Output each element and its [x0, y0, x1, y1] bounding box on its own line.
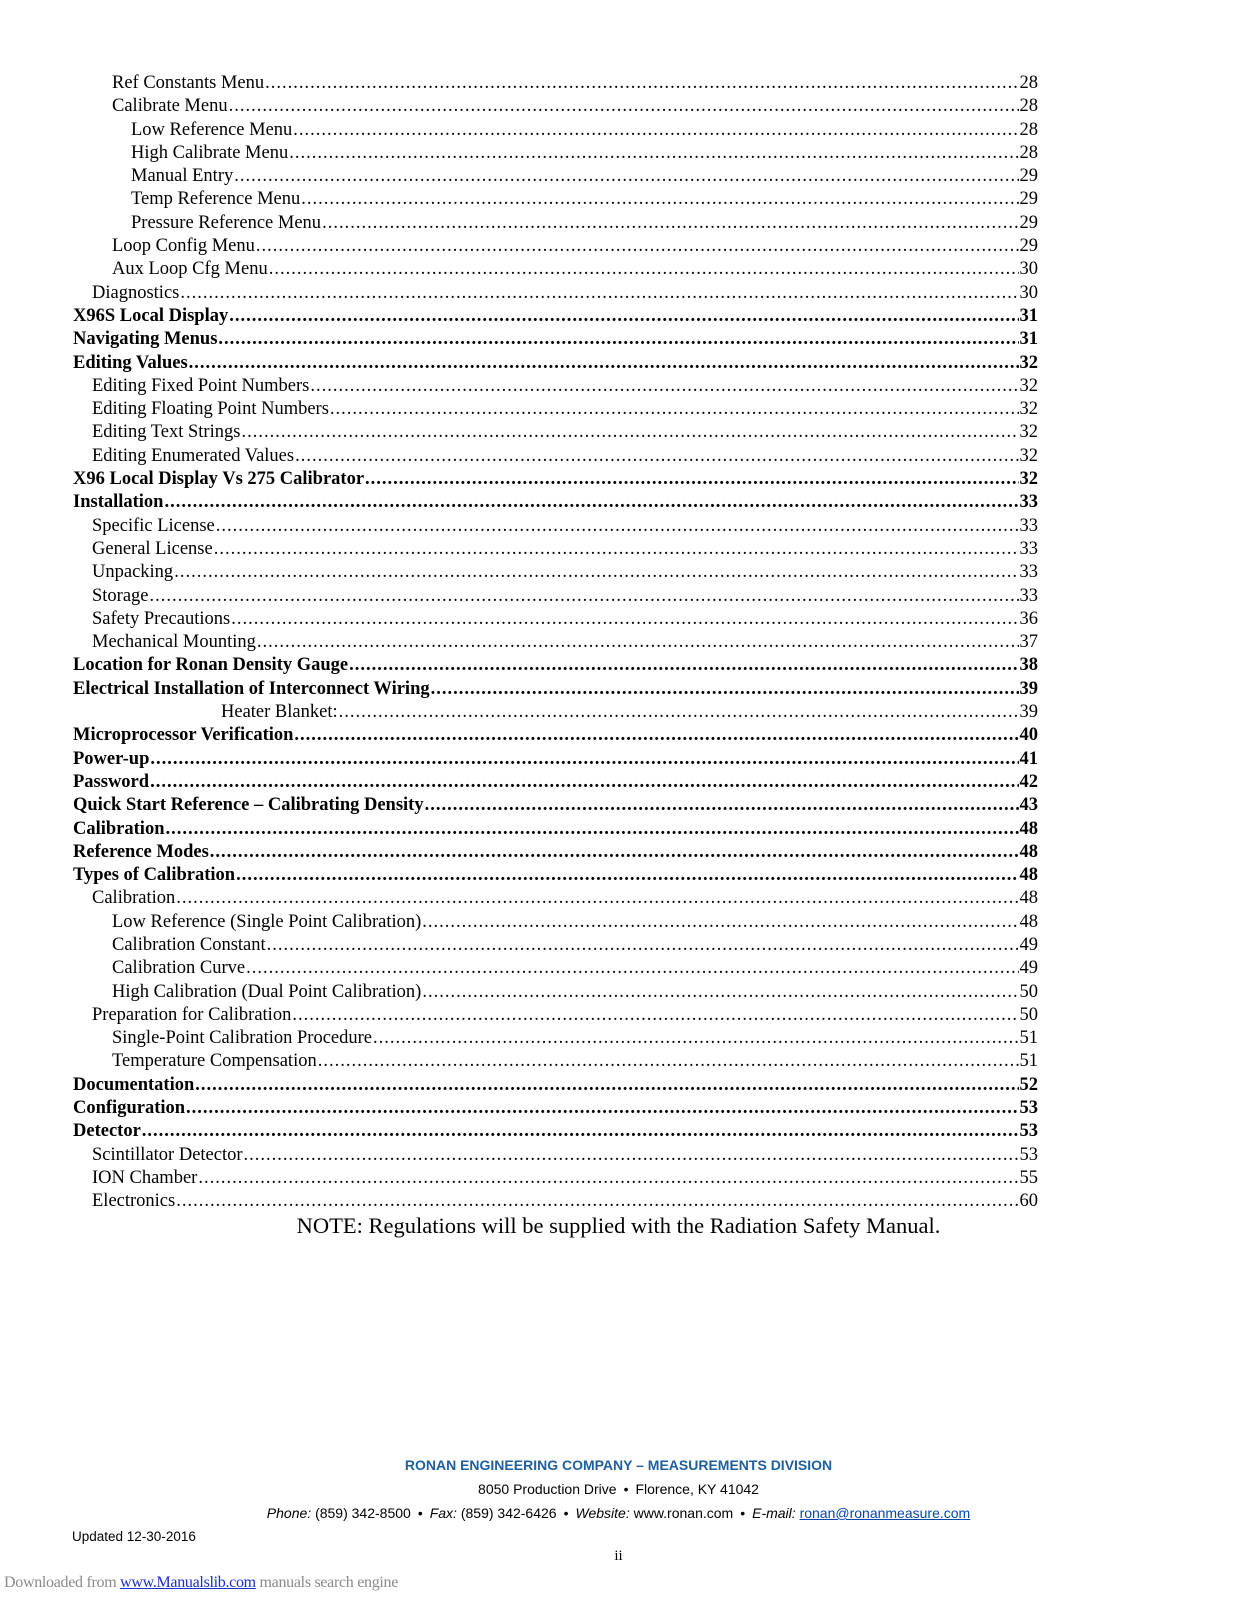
toc-entry-page: 31 [1019, 305, 1038, 326]
toc-entry-title: Editing Fixed Point Numbers [92, 375, 310, 396]
toc-entry-page: 28 [1019, 96, 1038, 117]
toc-entry-title: Editing Enumerated Values [92, 445, 295, 466]
toc-entry-page: 53 [1019, 1098, 1038, 1119]
toc-entry-page: 32 [1019, 399, 1038, 420]
toc-entry[interactable] [73, 724, 1038, 747]
page-number: ii [614, 1548, 623, 1564]
toc-entry-title: Temp Reference Menu [131, 189, 301, 210]
toc-entry[interactable] [73, 864, 1038, 887]
toc-entry[interactable] [73, 981, 1038, 1004]
toc-entry-title: Calibration Constant [112, 934, 266, 955]
toc-entry-title: Navigating Menus [73, 329, 218, 350]
website-label: Website: [575, 1505, 630, 1521]
toc-dot-leader [218, 328, 1018, 351]
toc-entry[interactable] [73, 1120, 1038, 1143]
toc-dot-leader [267, 934, 1019, 957]
toc-entry-title: Manual Entry [131, 166, 234, 187]
toc-entry-page: 33 [1019, 515, 1038, 536]
download-prefix: Downloaded from [4, 1574, 121, 1591]
toc-entry-title: X96 Local Display Vs 275 Calibrator [73, 469, 365, 490]
toc-dot-leader [174, 561, 1018, 584]
toc-dot-leader [195, 1074, 1018, 1097]
toc-dot-leader [425, 794, 1019, 817]
footer-street: 8050 Production Drive [478, 1481, 617, 1497]
toc-entry-page: 42 [1019, 771, 1038, 792]
toc-dot-leader [294, 724, 1018, 747]
toc-entry-title: Calibration [92, 888, 176, 909]
toc-dot-leader [229, 305, 1018, 328]
toc-entry[interactable] [73, 398, 1038, 421]
toc-dot-leader [310, 375, 1018, 398]
fax-label: Fax: [429, 1505, 457, 1521]
toc-entry-page: 55 [1019, 1167, 1038, 1188]
toc-entry-title: Pressure Reference Menu [131, 212, 322, 233]
toc-entry[interactable] [73, 911, 1038, 934]
toc-entry-title: Unpacking [92, 562, 174, 583]
toc-entry-page: 28 [1019, 73, 1038, 93]
footer-contact-line [0, 1505, 1237, 1521]
toc-entry[interactable] [73, 654, 1038, 677]
toc-entry-title: Quick Start Reference – Calibrating Density [73, 795, 424, 816]
toc-entry[interactable] [73, 282, 1038, 305]
toc-entry-title: Documentation [73, 1074, 195, 1095]
toc-entry[interactable] [73, 421, 1038, 444]
toc-entry[interactable] [73, 305, 1038, 328]
toc-entry-page: 28 [1019, 142, 1038, 163]
toc-entry[interactable] [73, 119, 1038, 142]
toc-entry-page: 38 [1019, 655, 1038, 676]
toc-entry[interactable] [73, 748, 1038, 771]
toc-entry-page: 32 [1019, 422, 1038, 443]
toc-entry-page: 32 [1019, 469, 1038, 490]
toc-entry[interactable] [73, 212, 1038, 235]
toc-entry[interactable] [73, 72, 1038, 95]
toc-entry[interactable] [73, 491, 1038, 514]
toc-entry-title: X96S Local Display [73, 305, 229, 326]
toc-dot-leader [189, 352, 1019, 375]
toc-entry-page: 52 [1019, 1074, 1038, 1095]
updated-date: Updated 12-30-2016 [72, 1529, 196, 1544]
toc-entry-title: Location for Ronan Density Gauge [73, 655, 349, 676]
toc-entry-page: 50 [1019, 981, 1038, 1002]
toc-dot-leader [295, 445, 1018, 468]
toc-entry[interactable] [73, 841, 1038, 864]
toc-entry-page: 33 [1019, 562, 1038, 583]
toc-dot-leader [318, 1050, 1019, 1073]
toc-dot-leader [257, 631, 1019, 654]
toc-dot-leader [292, 1004, 1018, 1027]
toc-entry-page: 36 [1019, 608, 1038, 629]
toc-entry-title: Aux Loop Cfg Menu [112, 259, 268, 280]
toc-entry-page: 50 [1019, 1004, 1038, 1025]
toc-dot-leader [150, 748, 1018, 771]
toc-entry-page: 31 [1019, 329, 1038, 350]
toc-entry-title: Calibration Curve [112, 958, 246, 979]
toc-entry-page: 60 [1019, 1191, 1038, 1212]
toc-entry-page: 39 [1019, 702, 1038, 723]
toc-entry[interactable] [73, 515, 1038, 538]
toc-entry-title: Diagnostics [92, 282, 180, 303]
toc-entry[interactable] [73, 445, 1038, 468]
toc-entry-title: Heater Blanket: [221, 702, 338, 723]
toc-dot-leader [214, 538, 1019, 561]
bullet-separator: • [563, 1505, 569, 1521]
toc-entry-title: Editing Floating Point Numbers [92, 399, 329, 420]
toc-dot-leader [244, 1144, 1019, 1167]
toc-entry[interactable] [73, 771, 1038, 794]
toc-entry-title: Low Reference (Single Point Calibration) [112, 911, 422, 932]
toc-dot-leader [431, 678, 1019, 701]
toc-entry-title: Low Reference Menu [131, 119, 293, 140]
toc-entry-page: 30 [1019, 282, 1038, 303]
toc-entry[interactable] [73, 188, 1038, 211]
toc-entry-title: Password [73, 771, 150, 792]
toc-entry-title: Electronics [92, 1191, 176, 1212]
toc-entry[interactable] [73, 235, 1038, 258]
toc-dot-leader [236, 864, 1018, 887]
toc-entry-page: 48 [1019, 818, 1038, 839]
toc-entry[interactable] [73, 538, 1038, 561]
website-url: www.ronan.com [633, 1505, 734, 1521]
toc-entry-title: High Calibrate Menu [131, 142, 289, 163]
toc-entry[interactable] [73, 701, 1038, 724]
toc-dot-leader [301, 188, 1018, 211]
toc-dot-leader [229, 95, 1019, 118]
toc-entry-title: Ref Constants Menu [112, 73, 265, 93]
toc-entry-page: 49 [1019, 958, 1038, 979]
toc-entry-title: Storage [92, 585, 149, 606]
toc-dot-leader [176, 887, 1018, 910]
toc-entry-title: Power-up [73, 748, 150, 769]
toc-dot-leader [289, 142, 1018, 165]
fax-number: (859) 342-6426 [460, 1505, 557, 1521]
toc-dot-leader [293, 119, 1018, 142]
toc-entry-title: Single-Point Calibration Procedure [112, 1028, 372, 1049]
toc-entry[interactable] [73, 258, 1038, 281]
toc-entry[interactable] [73, 352, 1038, 375]
bullet-separator: • [417, 1505, 423, 1521]
toc-entry-page: 33 [1019, 585, 1038, 606]
toc-entry[interactable] [73, 1144, 1038, 1167]
toc-dot-leader [180, 282, 1018, 305]
toc-entry-title: Detector [73, 1121, 141, 1142]
toc-entry-page: 32 [1019, 352, 1038, 373]
download-suffix: manuals search engine [255, 1574, 399, 1591]
toc-dot-leader [216, 515, 1019, 538]
toc-entry-page: 53 [1019, 1121, 1038, 1142]
toc-entry[interactable] [73, 95, 1038, 118]
toc-entry-title: ION Chamber [92, 1167, 198, 1188]
manualslib-link[interactable]: www.Manualslib.com [120, 1574, 256, 1591]
toc-entry-title: Temperature Compensation [112, 1051, 317, 1072]
toc-entry-title: Specific License [92, 515, 215, 536]
toc-entry-title: Scintillator Detector [92, 1144, 243, 1165]
toc-dot-leader [256, 235, 1019, 258]
toc-dot-leader [373, 1027, 1019, 1050]
footer-company-name: RONAN ENGINEERING COMPANY – MEASUREMENTS DIVISION [404, 1457, 833, 1473]
phone-number: (859) 342-8500 [315, 1505, 411, 1521]
toc-entry-title: High Calibration (Dual Point Calibration) [112, 981, 422, 1002]
toc-dot-leader [198, 1167, 1018, 1190]
toc-entry-title: Microprocessor Verification [73, 725, 294, 746]
bullet-separator: • [740, 1505, 746, 1521]
toc-dot-leader [330, 398, 1019, 421]
toc-entry-title: Mechanical Mounting [92, 632, 256, 653]
toc-entry[interactable] [73, 1167, 1038, 1190]
toc-entry[interactable] [73, 1074, 1038, 1097]
toc-entry[interactable] [73, 561, 1038, 584]
toc-dot-leader [176, 1190, 1018, 1213]
toc-dot-leader [322, 212, 1018, 235]
toc-dot-leader [241, 421, 1018, 444]
toc-dot-leader [269, 258, 1019, 281]
toc-dot-leader [422, 911, 1018, 934]
toc-entry[interactable] [73, 887, 1038, 910]
toc-entry-title: Electrical Installation of Interconnect Wiring [73, 678, 430, 699]
email-label: E-mail: [752, 1505, 796, 1521]
toc-dot-leader [365, 468, 1018, 491]
toc-dot-leader [164, 491, 1018, 514]
footer-address [0, 1481, 1237, 1497]
toc-entry[interactable] [73, 1097, 1038, 1120]
email-link[interactable]: ronan@ronanmeasure.com [799, 1505, 971, 1521]
toc-entry-title: Types of Calibration [73, 865, 236, 886]
toc-entry-page: 29 [1019, 166, 1038, 187]
toc-entry-page: 37 [1019, 632, 1038, 653]
toc-entry-page: 28 [1019, 119, 1038, 140]
toc-entry-page: 41 [1019, 748, 1038, 769]
toc-entry-title: Installation [73, 492, 164, 513]
toc-dot-leader [142, 1120, 1019, 1143]
toc-entry-page: 48 [1019, 865, 1038, 886]
toc-entry-title: Calibration [73, 818, 165, 839]
toc-entry[interactable] [73, 794, 1038, 817]
toc-entry[interactable] [73, 585, 1038, 608]
toc-entry-title: Safety Precautions [92, 608, 231, 629]
toc-dot-leader [150, 585, 1019, 608]
toc-entry-page: 40 [1019, 725, 1038, 746]
toc-entry-page: 53 [1019, 1144, 1038, 1165]
toc-entry-page: 48 [1019, 841, 1038, 862]
toc-entry-page: 29 [1019, 236, 1038, 257]
toc-entry-page: 39 [1019, 678, 1038, 699]
toc-dot-leader [246, 957, 1018, 980]
toc-entry-page: 32 [1019, 375, 1038, 396]
toc-dot-leader [165, 818, 1018, 841]
toc-entry-page: 51 [1019, 1028, 1038, 1049]
toc-entry-title: Editing Text Strings [92, 422, 241, 443]
toc-dot-leader [339, 701, 1019, 724]
toc-entry-page: 29 [1019, 189, 1038, 210]
toc-entry-title: Preparation for Calibration [92, 1004, 292, 1025]
toc-entry-page: 30 [1019, 259, 1038, 280]
table-of-contents [73, 72, 1038, 1214]
toc-entry-page: 29 [1019, 212, 1038, 233]
toc-entry-page: 51 [1019, 1051, 1038, 1072]
toc-entry-title: Loop Config Menu [112, 236, 255, 257]
toc-entry[interactable] [73, 608, 1038, 631]
toc-entry-title: Calibrate Menu [112, 96, 228, 117]
toc-dot-leader [210, 841, 1019, 864]
toc-entry[interactable] [73, 1190, 1038, 1213]
phone-label: Phone: [266, 1505, 312, 1521]
toc-entry-title: Reference Modes [73, 841, 209, 862]
toc-entry[interactable] [73, 165, 1038, 188]
toc-entry-page: 32 [1019, 445, 1038, 466]
toc-entry[interactable] [73, 328, 1038, 351]
toc-entry[interactable] [73, 1004, 1038, 1027]
download-banner [4, 1574, 398, 1592]
toc-entry[interactable] [73, 631, 1038, 654]
toc-entry[interactable] [73, 678, 1038, 701]
regulations-note: NOTE: Regulations will be supplied with the Radiation Safety Manual. [296, 1213, 941, 1238]
toc-entry[interactable] [73, 1050, 1038, 1073]
toc-entry[interactable] [73, 1027, 1038, 1050]
toc-entry-title: Editing Values [73, 352, 188, 373]
toc-entry[interactable] [73, 468, 1038, 491]
toc-entry-page: 43 [1019, 795, 1038, 816]
toc-entry[interactable] [73, 375, 1038, 398]
toc-dot-leader [422, 981, 1018, 1004]
toc-entry-page: 48 [1019, 911, 1038, 932]
toc-dot-leader [231, 608, 1018, 631]
toc-entry-page: 49 [1019, 934, 1038, 955]
toc-dot-leader [186, 1097, 1018, 1120]
bullet-separator: • [623, 1481, 629, 1497]
toc-entry-page: 33 [1019, 492, 1038, 513]
toc-dot-leader [265, 72, 1018, 95]
toc-dot-leader [234, 165, 1018, 188]
footer-city: Florence, KY 41042 [635, 1481, 759, 1497]
toc-dot-leader [150, 771, 1018, 794]
toc-entry[interactable] [73, 957, 1038, 980]
toc-entry-page: 48 [1019, 888, 1038, 909]
toc-entry-title: Configuration [73, 1098, 186, 1119]
toc-entry-page: 33 [1019, 538, 1038, 559]
toc-entry-title: General License [92, 538, 213, 559]
toc-entry[interactable] [73, 142, 1038, 165]
toc-dot-leader [349, 654, 1018, 677]
toc-entry[interactable] [73, 818, 1038, 841]
toc-entry[interactable] [73, 934, 1038, 957]
